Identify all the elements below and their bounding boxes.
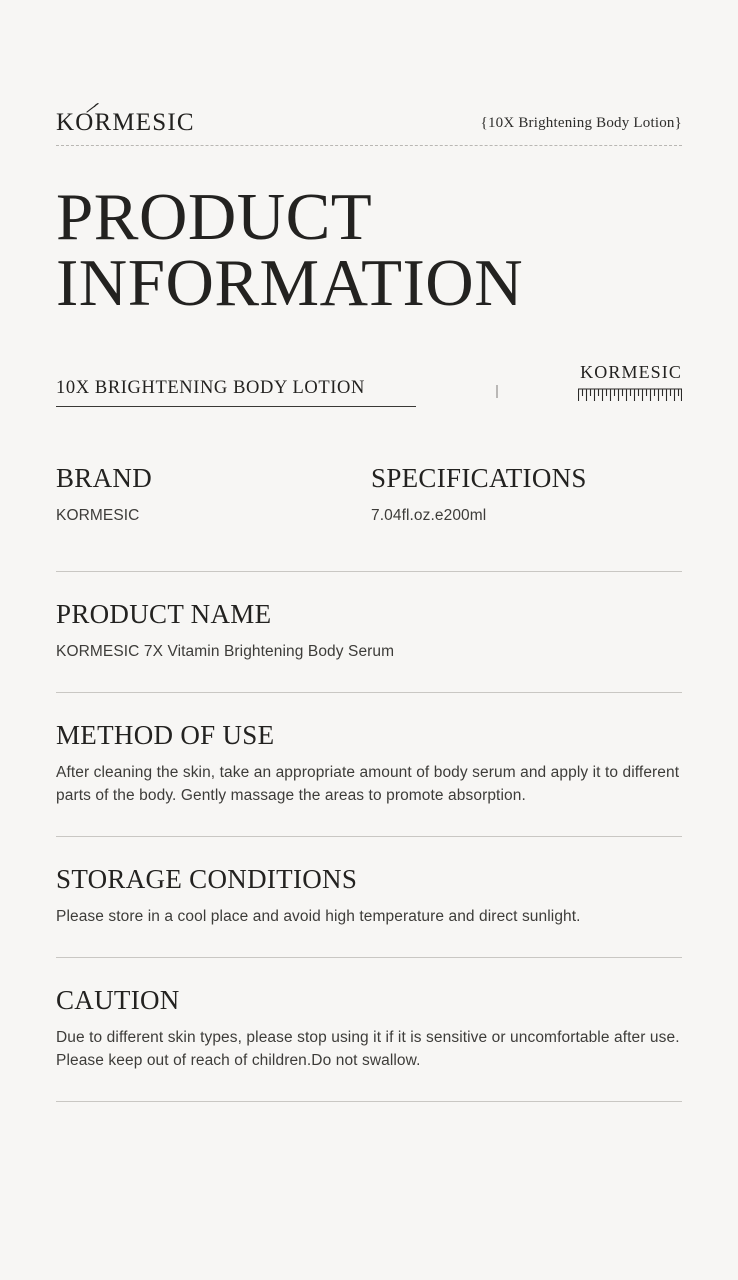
section-heading: STORAGE CONDITIONS [56,863,358,894]
page-title [56,180,682,321]
section-heading: SPECIFICATIONS [371,462,587,493]
section-body: After cleaning the skin, take an appropriate amount of body serum and apply it to different parts of the body. Gently massage the areas to promote absorption. [56,764,680,804]
page-title-line-1: PRODUCT [56,180,373,254]
section-caution [56,958,682,1073]
section-body: Due to different skin types, please stop using it if it is sensitive or uncomfortable after use. Please keep out of reach of children.Do not swallow. [56,1028,680,1069]
logo-flourish-icon [86,103,99,113]
subtitle-brand-text: KORMESIC [580,361,682,382]
sections-list [56,463,682,1102]
section-divider [56,1101,682,1102]
subtitle-product: 10X BRIGHTENING BODY LOTION [56,378,416,407]
header-product-tag: {10X Brightening Body Lotion} [480,115,682,131]
section-brand [56,463,367,543]
subtitle-row [56,362,682,407]
section-body: Please store in a cool place and avoid high temperature and direct sunlight. [56,907,581,925]
section-heading: CAUTION [56,984,180,1015]
section-body: 7.04fl.oz.e200ml [371,506,487,524]
brand-logo [56,110,195,135]
section-body: KORMESIC [56,506,140,524]
section-heading: METHOD OF USE [56,720,275,750]
section-storage-conditions [56,837,682,929]
subtitle-brand [578,362,682,407]
section-method-of-use [56,693,682,808]
section-body: KORMESIC 7X Vitamin Brightening Body Serum [56,643,395,661]
section-row-brand-specs [56,463,682,543]
document-header [56,0,682,146]
section-heading: PRODUCT NAME [56,599,272,630]
section-product-name [56,572,682,664]
section-heading: BRAND [56,462,153,493]
ruler-icon [578,387,682,407]
section-specifications [367,463,682,543]
brand-logo-text: KORMESIC [56,109,195,136]
subtitle-divider: | [495,382,499,399]
page-title-line-2: INFORMATION [56,246,524,321]
